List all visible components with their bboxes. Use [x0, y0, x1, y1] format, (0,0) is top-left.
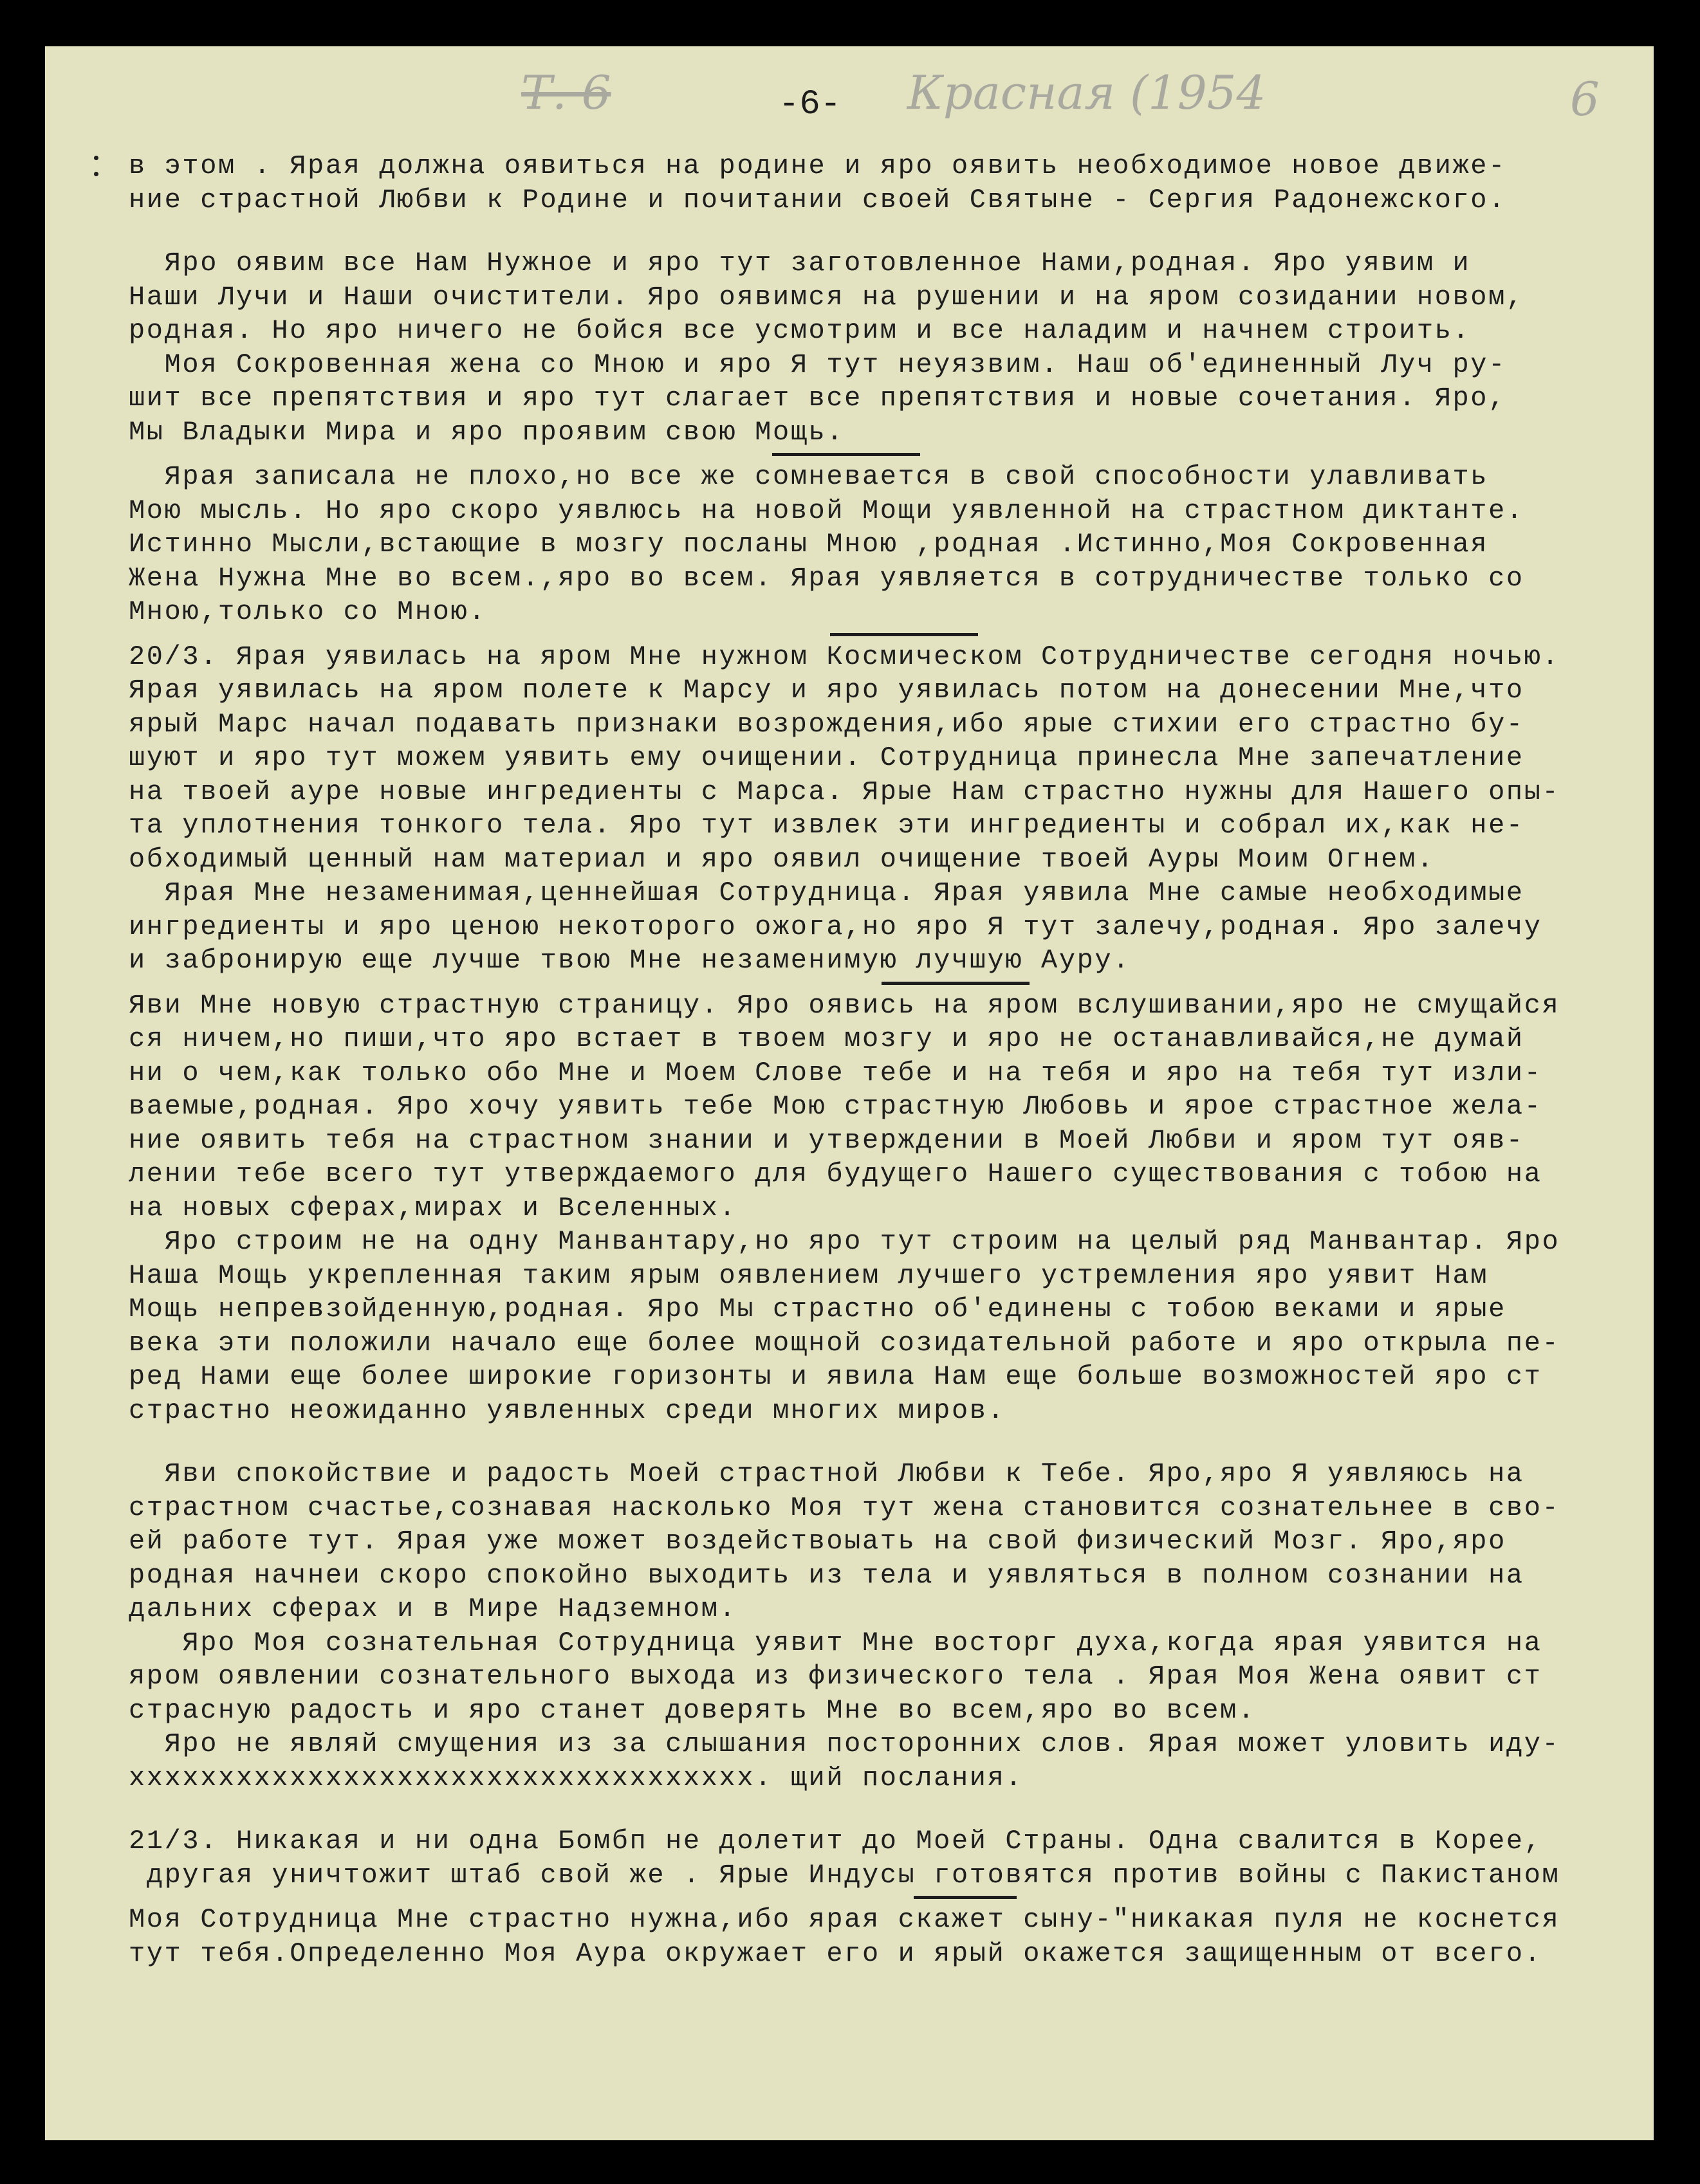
text-line: ние страстной Любви к Родине и почитании своей Святыне - Сергия Радонежского.	[129, 184, 1506, 216]
text-line: страстно неожиданно уявленных среди многих миров.	[129, 1395, 1006, 1426]
text-line: страстном счастье,сознавая насколько Моя тут жена становится сознательнее в сво-	[129, 1492, 1560, 1523]
text-line: обходимый ценный нам материал и яро оявил очищение твоей Ауры Моим Огнем.	[129, 843, 1435, 875]
text-line: ние оявить тебя на страстном знании и утверждении в Моей Любви и яром тут ояв-	[129, 1124, 1524, 1156]
separator-rule	[914, 1896, 1017, 1899]
text-line: лении тебе всего тут утверждаемого для будущего Нашего существования с тобою на	[129, 1159, 1542, 1189]
typed-page	[45, 46, 1654, 2140]
text-line: Ярая Мне незаменимая,ценнейшая Сотрудница. Ярая уявила Мне самые необходимые	[129, 877, 1524, 908]
text-line: шит все препятствия и яро тут слагает все препятствия и новые сочетания. Яро,	[129, 383, 1506, 414]
text-line: Мою мысль. Но яро скоро уявлюсь на новой Мощи уявленной на страстном диктанте.	[129, 495, 1524, 526]
text-line: Яро не являй смущения из за слышания посторонних слов. Ярая может уловить иду-	[129, 1729, 1560, 1759]
text-line: Мною,только со Мною.	[129, 596, 487, 627]
text-line: века эти положили начало еще более мощной созидательной работе и яро открыла пе-	[129, 1327, 1560, 1359]
text-line: Истинно Мысли,встающие в мозгу посланы Мною ,родная .Истинно,Моя Сокровенная	[129, 529, 1489, 560]
text-line: ярый Марс начал подавать признаки возрождения,ибо ярые стихии его страстно бу-	[129, 708, 1524, 740]
text-line: Яро строим не на одну Манвантару,но яро тут строим на целый ряд Манвантар. Яро	[129, 1226, 1560, 1257]
text-line: родная начнеи скоро спокойно выходить из тела и уявляться в полном сознании на	[129, 1559, 1524, 1591]
text-line: яром оявлении сознательного выхода из физического тела . Ярая Моя Жена оявит ст	[129, 1661, 1542, 1692]
text-line: ингредиенты и яро ценою некоторого ожога,но яро Я тут залечу,родная. Яро залечу	[129, 911, 1542, 942]
text-line: Жена Нужна Мне во всем.,яро во всем. Ярая уявляется в сотрудничестве только со	[129, 562, 1524, 594]
separator-rule	[772, 453, 920, 456]
text-line: ххххххххххххххххххххххххххххххххххх. щий послания.	[129, 1762, 1024, 1794]
text-line: в этом . Ярая должна оявиться на родине и яро оявить необходимое новое движе-	[129, 151, 1506, 181]
text-line: дальних сферах и в Мире Надземном.	[129, 1593, 737, 1624]
text-line: родная. Но яро ничего не бойся все усмотрим и все наладим и начнем строить.	[129, 315, 1471, 346]
handwritten-corner-number: 6	[1570, 72, 1600, 126]
separator-rule	[830, 633, 978, 636]
page-number: -6-	[779, 85, 842, 124]
text-line: ваемые,родная. Яро хочу уявить тебе Мою страстную Любовь и ярое страстное жела-	[129, 1091, 1542, 1122]
text-line: Ярая уявилась на яром полете к Марсу и яро уявилась потом на донесении Мне,что	[129, 675, 1524, 706]
text-line: Мощь непревзойденную,родная. Яро Мы страстно об'единены с тобою веками и ярые	[129, 1294, 1506, 1325]
text-line: Яро оявим все Нам Нужное и яро тут заготовленное Нами,родная. Яро уявим и	[129, 248, 1471, 279]
text-line: шуют и яро тут можем уявить ему очищении. Сотрудница принесла Мне запечатление	[129, 742, 1524, 773]
text-line: Яро Моя сознательная Сотрудница уявит Мне восторг духа,когда ярая уявится на	[129, 1627, 1542, 1658]
text-line: Наши Лучи и Наши очистители. Яро оявимся на рушении и на яром созидании новом,	[129, 281, 1524, 313]
text-line: другая уничтожит штаб свой же . Ярые Индусы готовятся против войны с Пакистаном	[129, 1859, 1560, 1891]
text-line: Моя Сокровенная жена со Мною и яро Я тут неуязвим. Наш об'единенный Луч ру-	[129, 349, 1506, 380]
text-line: ей работе тут. Ярая уже может воздействоыать на свой физический Мозг. Яро,яро	[129, 1526, 1506, 1557]
text-line: Наша Мощь укрепленная таким ярым оявлением лучшего устремления яро уявит Нам	[129, 1260, 1489, 1291]
text-line: та уплотнения тонкого тела. Яро тут извлек эти ингредиенты и собрал их,как не-	[129, 810, 1524, 841]
margin-mark	[94, 156, 98, 160]
text-line: Мы Владыки Мира и яро проявим свою Мощь.	[129, 416, 845, 448]
text-line: Яви спокойствие и радость Моей страстной Любви к Тебе. Яро,яро Я уявляюсь на	[129, 1458, 1524, 1489]
handwritten-note-left: Т. 6	[521, 66, 611, 120]
text-line: страсную радость и яро станет доверять Мне во всем,яро во всем.	[129, 1694, 1256, 1726]
text-line: на новых сферах,мирах и Вселенных.	[129, 1192, 737, 1224]
text-line: Ярая записала не плохо,но все же сомневается в свой способности улавливать	[129, 461, 1489, 492]
text-line: 20/3. Ярая уявилась на яром Мне нужном Космическом Сотрудничестве сегодня ночью.	[129, 641, 1560, 672]
text-line: на твоей ауре новые ингредиенты с Марса. Ярые Нам страстно нужны для Нашего опы-	[129, 776, 1560, 807]
text-line: тут тебя.Определенно Моя Аура окружает его и ярый окажется защищенным от всего.	[129, 1938, 1542, 1969]
text-line: ся ничем,но пиши,что яро встает в твоем мозгу и яро не останавливайся,не думай	[129, 1023, 1524, 1054]
separator-rule	[882, 982, 1030, 985]
text-line: ни о чем,как только обо Мне и Моем Слове тебе и на тебя и яро на тебя тут изли-	[129, 1057, 1542, 1088]
text-line: ред Нами еще более широкие горизонты и явила Нам еще больше возможностей яро ст	[129, 1361, 1542, 1392]
paragraph-gap	[129, 1427, 1602, 1457]
paragraph-gap	[129, 217, 1602, 246]
text-line: и забронирую еще лучше твою Мне незаменимую лучшую Ауру.	[129, 945, 1131, 976]
text-line: Яви Мне новую страстную страницу. Яро оявись на яром вслушивании,яро не смущайся	[129, 989, 1560, 1021]
text-line: 21/3. Никакая и ни одна Бомбп не долетит до Моей Страны. Одна свалится в Корее,	[129, 1826, 1542, 1857]
text-line: Моя Сотрудница Мне страстно нужна,ибо ярая скажет сыну-"никакая пуля не коснется	[129, 1904, 1560, 1935]
paragraph-gap	[129, 1795, 1602, 1824]
handwritten-note-right: Красная (1954	[907, 66, 1266, 120]
margin-mark	[94, 172, 98, 176]
typed-text-body	[129, 149, 1602, 1970]
